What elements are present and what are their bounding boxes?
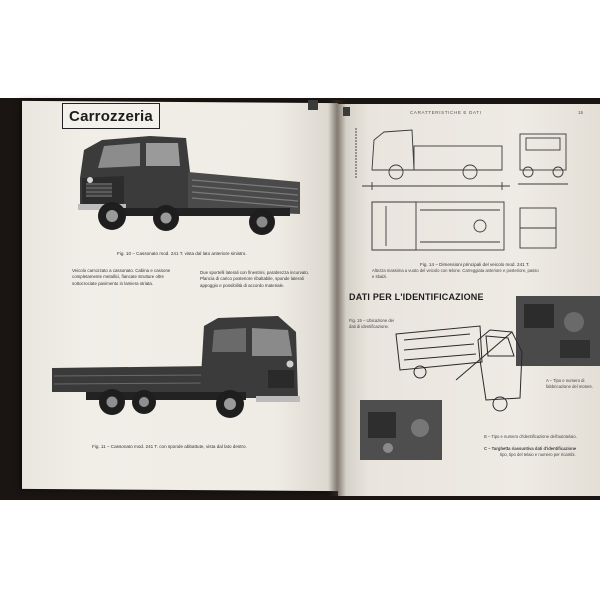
body-text-left: Veicolo carrozzato a cassonato. Cabina e cassone completamente metallici, fiancate strutture oltre sottocrociate pavimento in lamiera striata.	[72, 268, 171, 286]
figure-15-caption: Fig. 15 – Ubicazione dei dati di identificazione.	[349, 318, 394, 329]
page-number: 15	[578, 110, 584, 115]
identification-section-title: DATI PER L'IDENTIFICAZIONE	[349, 292, 484, 302]
figure-10-caption: Fig. 10 – Cassonato mod. 241 T. vista dal lato anteriore sinistro.	[117, 251, 247, 256]
page-title: Carrozzeria	[69, 107, 153, 125]
running-head: CARATTERISTICHE E DATI	[410, 110, 482, 115]
label-b-chassis: B – Tipo e numero d'identificazione dell'autotelaio.	[484, 434, 577, 439]
label-c-detail: tipo, tipo del telaio e numero per ricambi.	[500, 452, 576, 457]
figure-14-caption: Fig. 14 – Dimensioni principali del veicolo mod. 241 T.	[420, 262, 530, 267]
label-c-plate: C – Targhetta riassuntiva dati d'identificazione	[484, 446, 577, 451]
label-a-engine: A – Tipo e numero di fabbricazione del motore.	[546, 378, 594, 389]
figure-14-note: Altezza massima a vuoto del veicolo con telone. Carreggiata anteriore e posteriore, passo e sbalzi.	[372, 268, 539, 279]
figure-11-caption: Fig. 11 – Cassonato mod. 241 T. con sponde abbattute, vista dal lato destro.	[92, 444, 247, 449]
body-text-right: Due sportelli laterali con finestrini, parabrezza incurvato. Plancia di carico posteriore ribaltabile, sponde laterali appoggio e possibilità di accordo materiale.	[200, 270, 310, 288]
